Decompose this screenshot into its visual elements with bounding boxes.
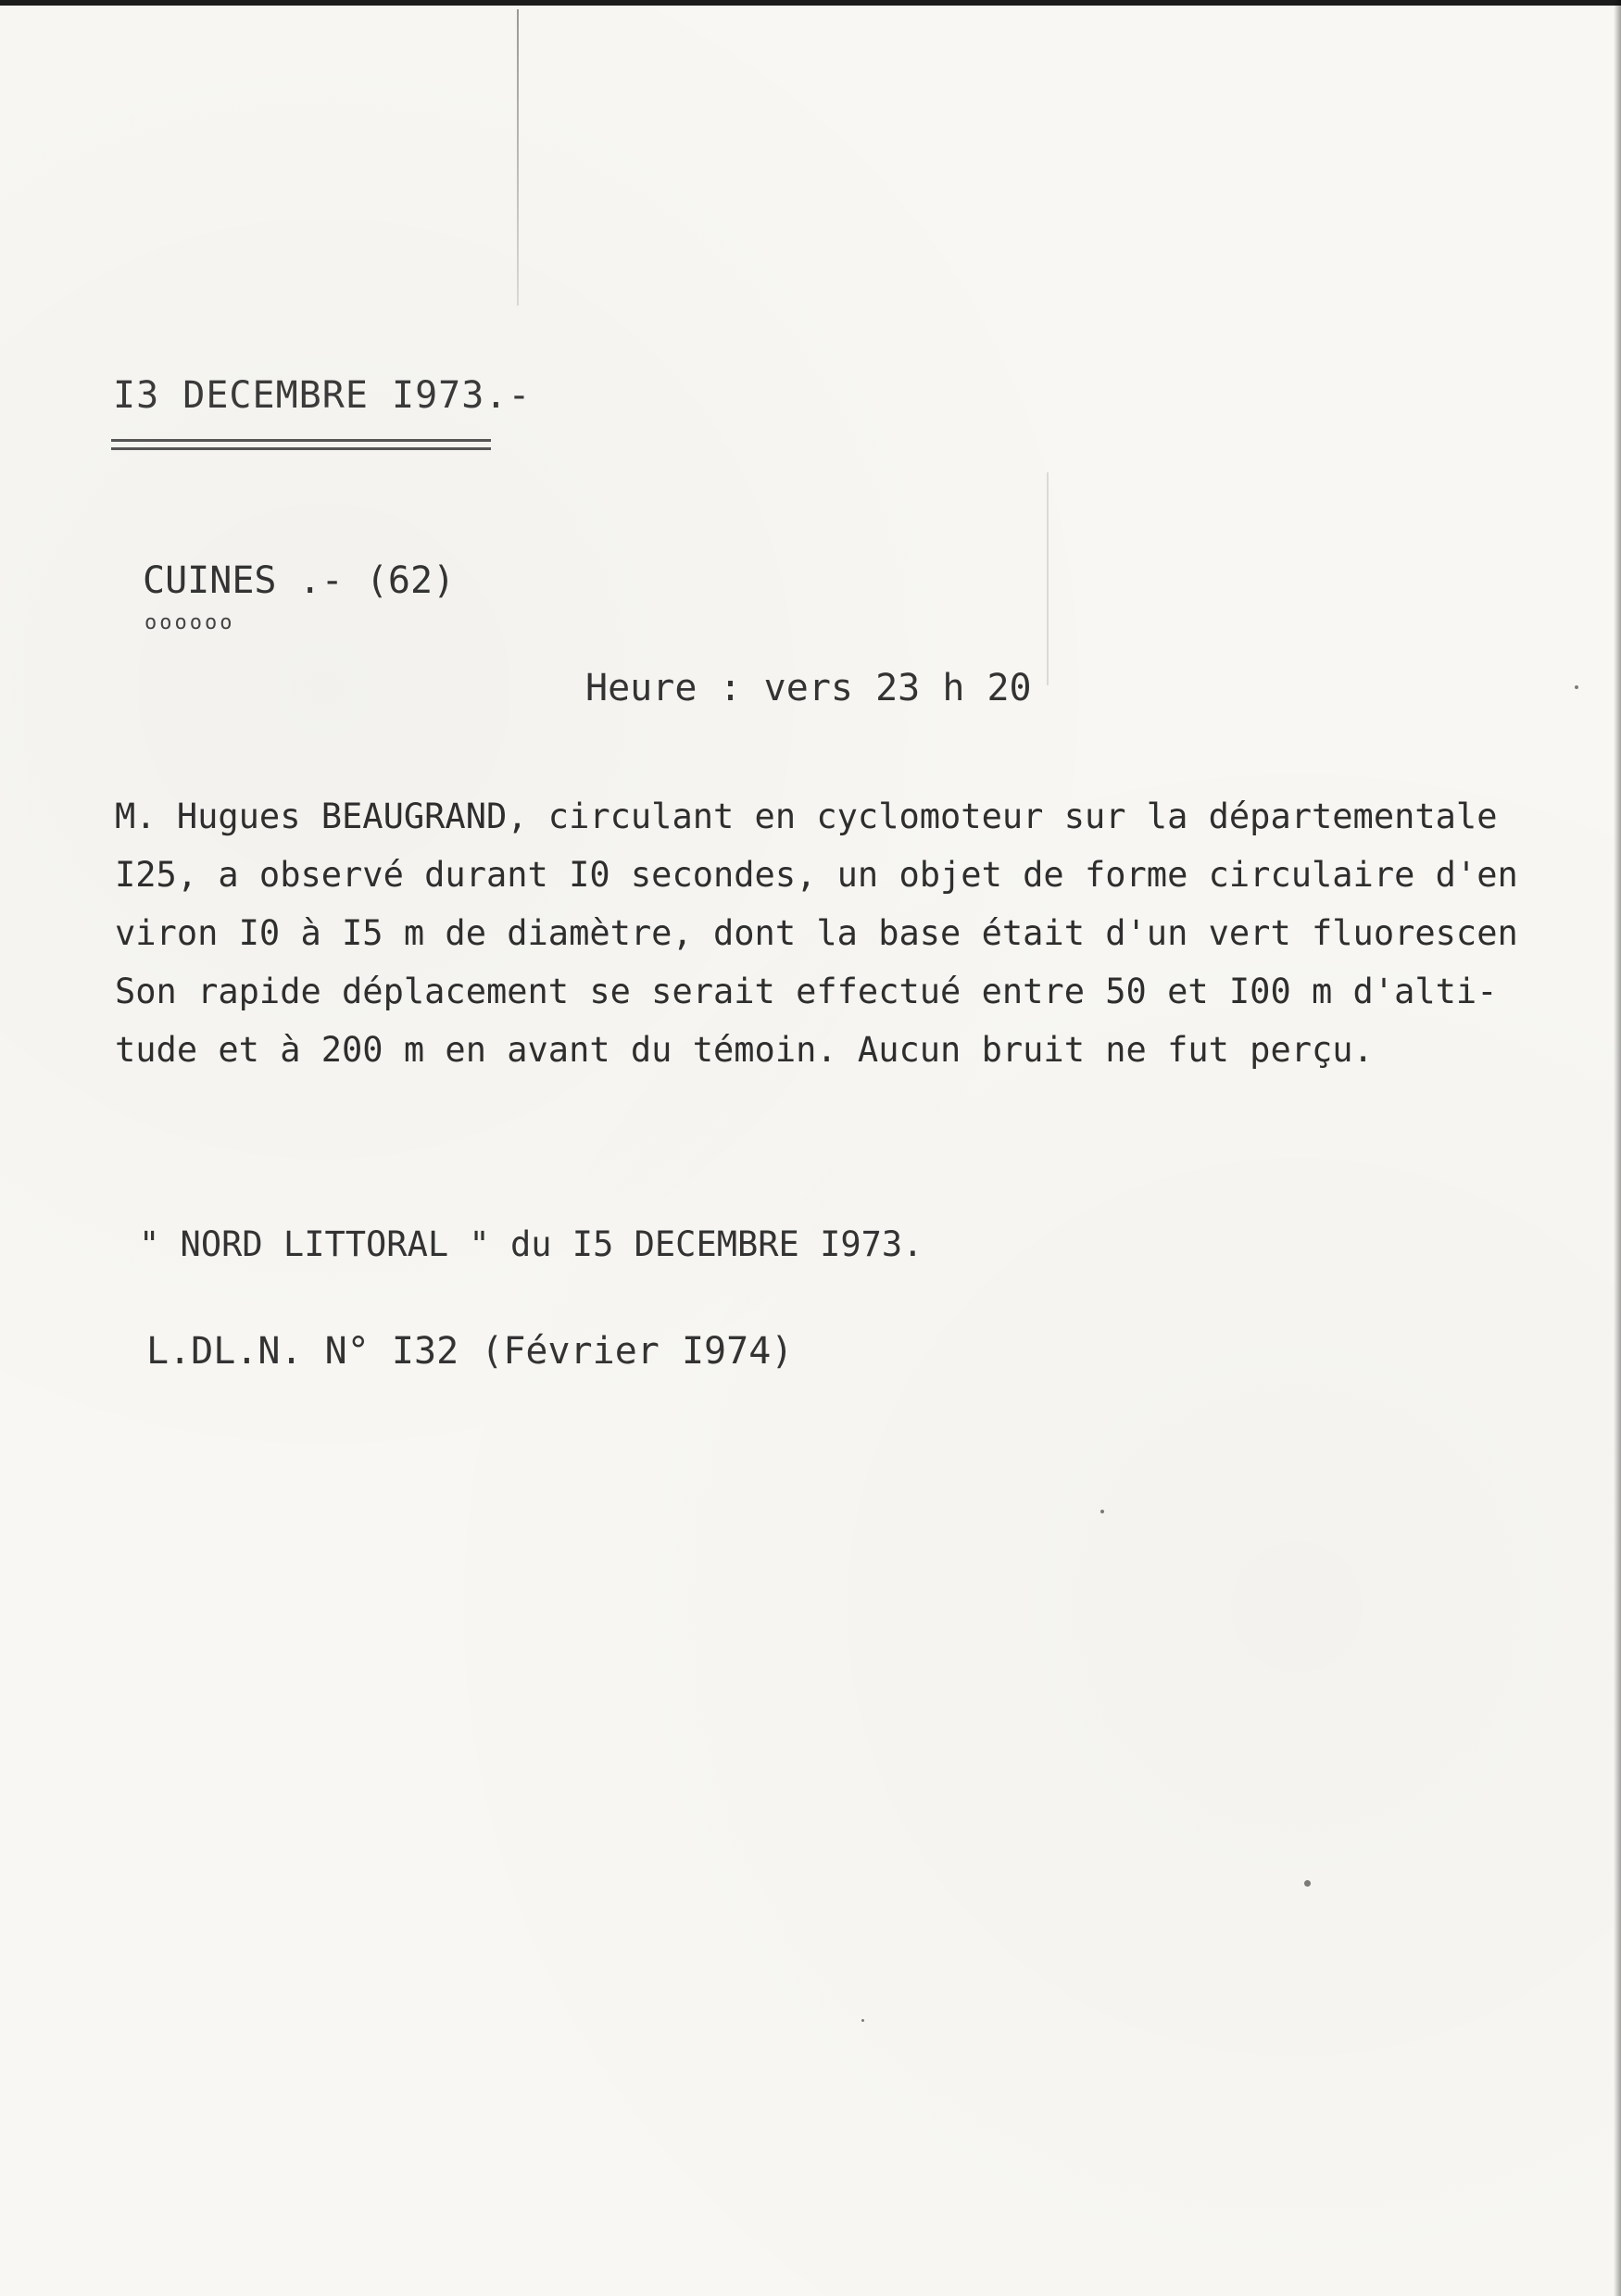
paper-speck bbox=[861, 2019, 864, 2022]
report-body bbox=[115, 787, 1615, 1079]
paper-speck bbox=[1575, 685, 1578, 689]
place-heading: CUINES .- (62) bbox=[143, 559, 456, 602]
body-line: M. Hugues BEAUGRAND, circulant en cyclomoteur sur la départementale bbox=[115, 797, 1498, 836]
fold-line-faint bbox=[1047, 472, 1049, 685]
page-top-edge bbox=[0, 0, 1621, 6]
time-line: Heure : vers 23 h 20 bbox=[585, 667, 1032, 709]
paper-speck bbox=[1304, 1880, 1311, 1887]
place-underline: oooooo bbox=[145, 611, 235, 634]
body-line: tude et à 200 m en avant du témoin. Aucun bruit ne fut perçu. bbox=[115, 1030, 1374, 1070]
reference-citation: L.DL.N. N° I32 (Février I974) bbox=[146, 1330, 794, 1373]
date-heading: I3 DECEMBRE I973.- bbox=[113, 374, 532, 417]
paper-speck bbox=[1100, 1510, 1104, 1513]
body-line: I25, a observé durant I0 secondes, un objet de forme circulaire d'en bbox=[115, 855, 1518, 895]
date-heading-underline bbox=[111, 439, 491, 450]
fold-line bbox=[517, 9, 519, 306]
body-line: viron I0 à I5 m de diamètre, dont la base était d'un vert fluorescen bbox=[115, 913, 1518, 953]
source-citation: " NORD LITTORAL " du I5 DECEMBRE I973. bbox=[139, 1224, 924, 1264]
page-right-edge bbox=[1614, 0, 1621, 2296]
body-line: Son rapide déplacement se serait effectué entre 50 et I00 m d'alti- bbox=[115, 972, 1498, 1011]
